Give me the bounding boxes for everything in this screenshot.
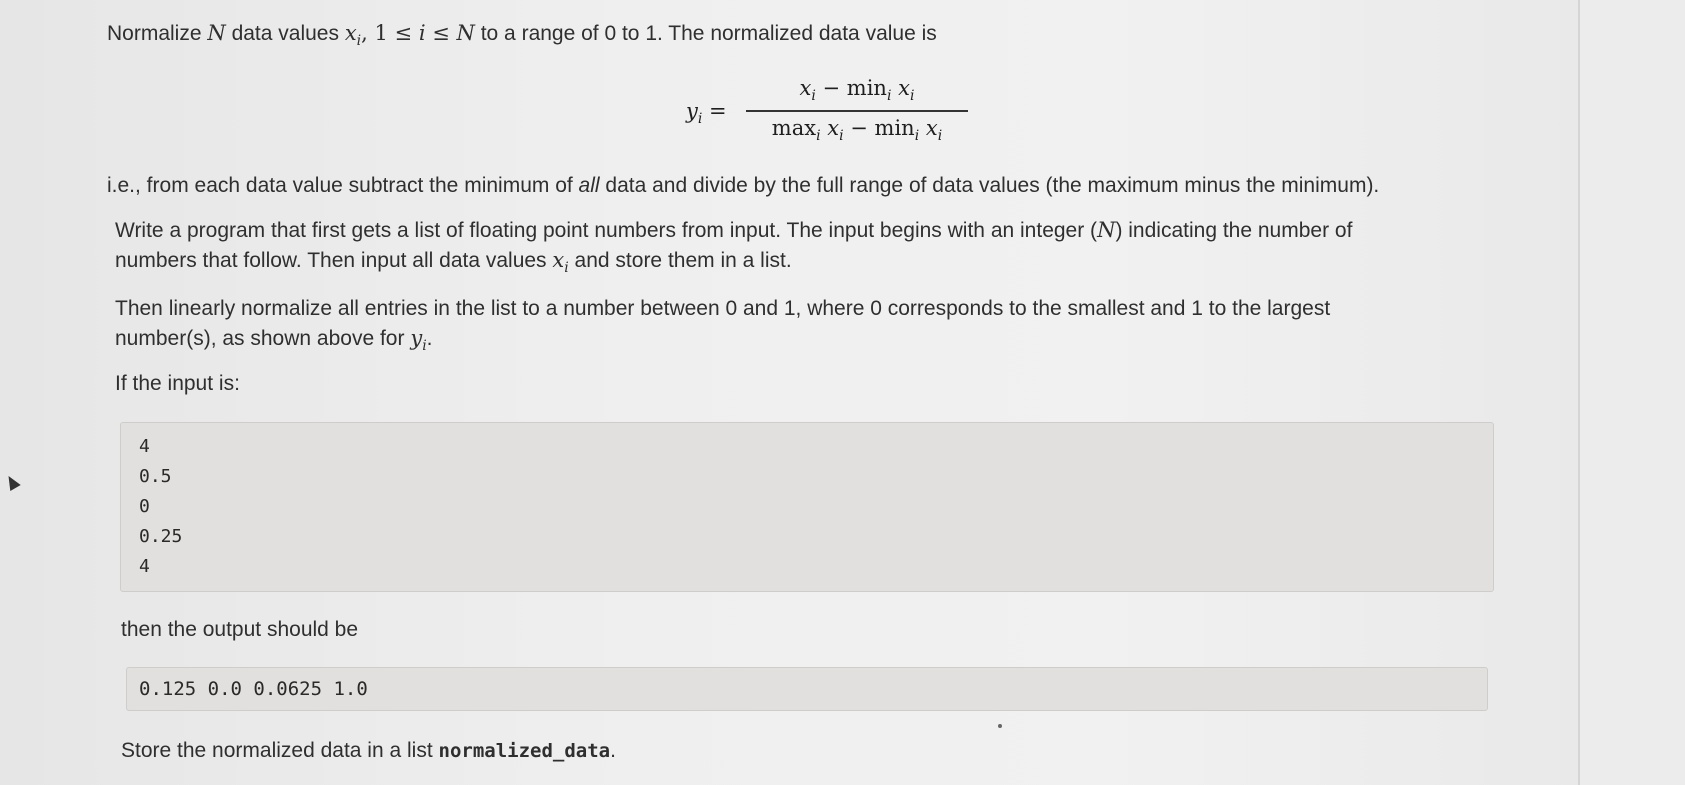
output-line: 0.125 0.0 0.0625 1.0 [139,678,368,700]
input-line: 4 [139,556,150,577]
page-divider [1578,0,1580,785]
store-instruction: Store the normalized data in a list normalized_data. [121,739,616,762]
fraction-bar [746,110,968,112]
input-heading: If the input is: [115,372,240,395]
explanation-paragraph: i.e., from each data value subtract the minimum of all data and divide by the full range of data values (the maximum minus the minimum). [107,174,1380,197]
input-line: 0.25 [139,526,183,547]
input-code-block [120,422,1494,592]
normalize-line-1: Then linearly normalize all entries in the list to a number between 0 and 1, where 0 corresponds to the smallest and 1 to the largest [115,297,1331,320]
formula-lhs: $y_i$ = [686,99,727,128]
intro-text: Normalize N data values $x_i$, 1 ≤ i ≤ N to a range of 0 to 1. The normalized data value is [107,21,937,50]
output-code-block [126,667,1488,711]
input-line: 0.5 [139,466,172,487]
input-line: 0 [139,496,150,517]
normalize-line-2: number(s), as shown above for $y_i$. [115,326,433,355]
formula-fraction [746,76,968,146]
instructions-line-2: numbers that follow. Then input all data values $x_i$ and store them in a list. [115,248,792,277]
formula-denominator: $\max_i x_i - \min_i x_i$ [771,116,943,145]
output-heading: then the output should be [121,618,359,641]
stray-dot [998,724,1002,728]
code-variable-name: normalized_data [438,740,611,762]
instructions-line-1: Write a program that first gets a list of floating point numbers from input. The input begins with an integer (N) indicating the number of [115,218,1353,242]
input-line: 4 [139,436,150,457]
formula-numerator: $x_i - \min_i x_i$ [799,76,915,105]
